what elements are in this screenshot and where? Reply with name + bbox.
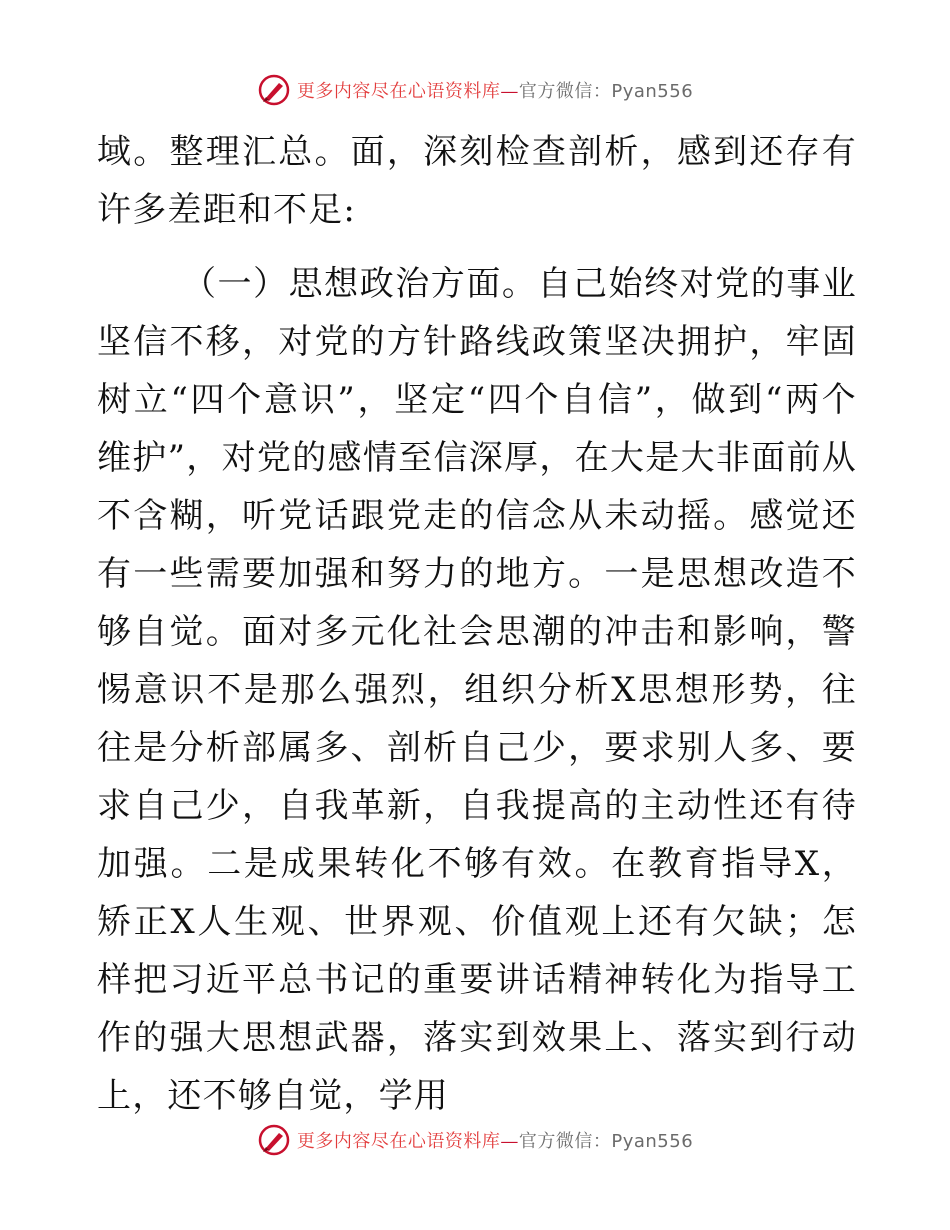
paragraph: （一）思想政治方面。自己始终对党的事业坚信不移，对党的方针路线政策坚决拥护，牢固树立“四个意识”，坚定“四个自信”，做到“两个维护”，对党的感情至信深厚，在大是大非面前从不含糊，听党话跟党走的信念从未动摇。感觉还有一些需要加强和努力的地方。一是思想改造不够自觉。面对多元化社会思潮的冲击和影响，警惕意识不是那么强烈，组织分析X思想形势，往往是分析部属多、剖析自己少，要求别人多、要求自己少，自我革新，自我提高的主动性还有待加强。二是成果转化不够有效。在教育指导X，矫正X人生观、世界观、价值观上还有欠缺；怎样把习近平总书记的重要讲话精神转化为指导工作的强大思想武器，落实到效果上、落实到行动上，还不够自觉，学用 [97, 264, 857, 1116]
watermark-contact: 官方微信：Pyan556 [518, 1131, 694, 1152]
watermark-separator: — [500, 81, 519, 102]
watermark-text [297, 1127, 693, 1153]
watermark-brand: 更多内容尽在心语资料库 [296, 1131, 501, 1152]
watermark-contact: 官方微信：Pyan556 [518, 81, 694, 102]
watermark-text [297, 77, 693, 103]
pen-circle-icon [257, 73, 291, 107]
pen-circle-icon [257, 1123, 291, 1157]
watermark-separator: — [500, 1131, 519, 1152]
watermark-brand: 更多内容尽在心语资料库 [296, 81, 501, 102]
paragraph: 域。整理汇总。面，深刻检查剖析，感到还存有许多差距和不足: [97, 132, 857, 230]
footer-watermark-banner [0, 1120, 950, 1160]
document-body [97, 123, 857, 1125]
header-watermark-banner [0, 70, 950, 110]
